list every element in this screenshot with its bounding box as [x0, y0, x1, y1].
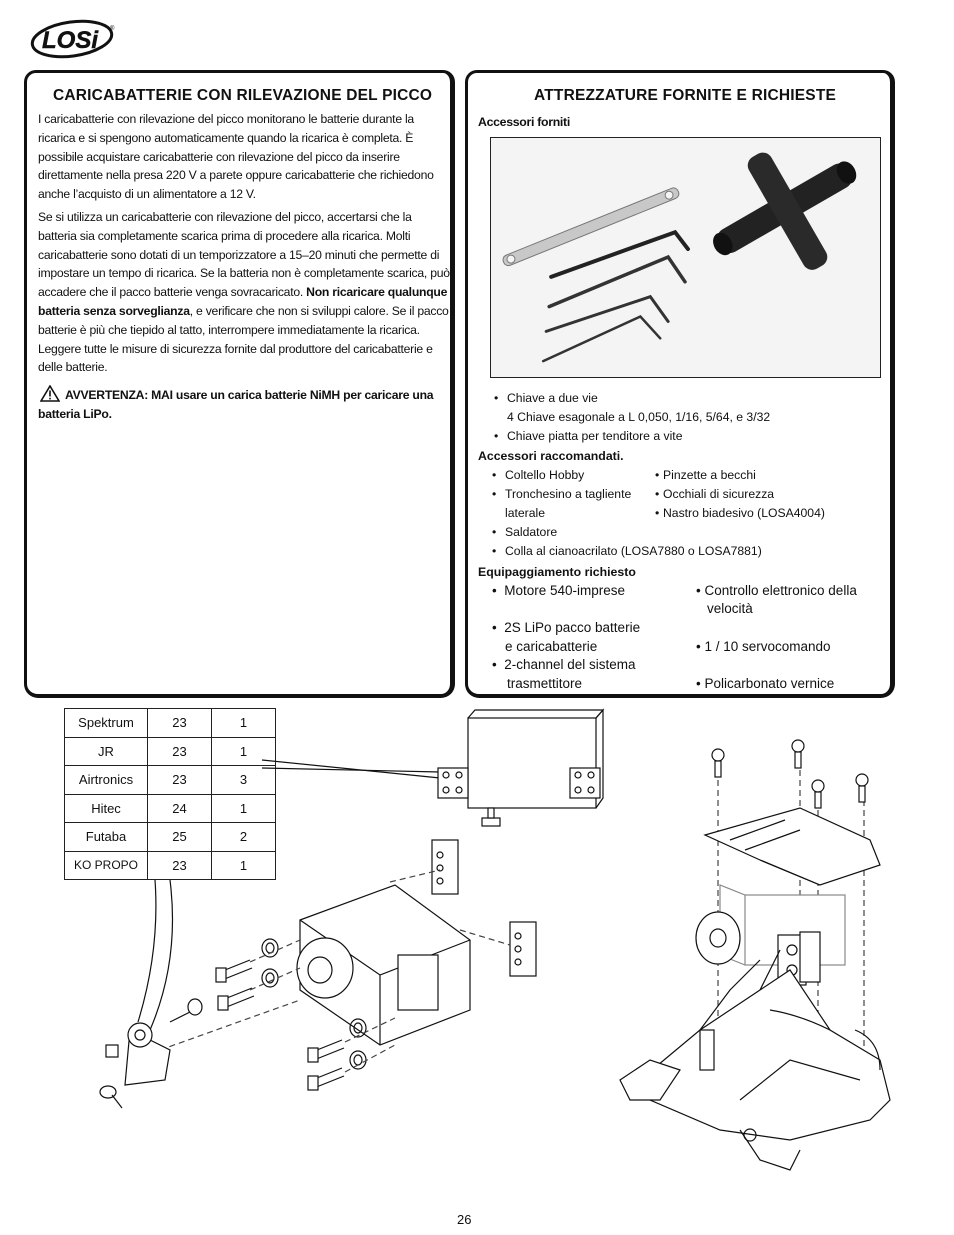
peak-charger-title: CARICABATTERIE CON RILEVAZIONE DEL PICCO [53, 87, 433, 104]
servo-assembly-diagram [0, 700, 954, 1200]
list-item: • Tronchesino a tagliente laterale [492, 487, 632, 520]
list-item: • 1 / 10 servocomando [696, 639, 831, 655]
table-row: JR 23 1 [65, 737, 276, 766]
list-item: • Occhiali di sicurezza [655, 487, 775, 502]
warning-triangle-icon [40, 385, 60, 402]
table-row: Futaba 25 2 [65, 823, 276, 852]
required-heading: Equipaggiamento richiesto [478, 565, 636, 580]
list-item: 4 Chiave esagonale a L 0,050, 1/16, 5/64, e 3/32 [507, 409, 771, 424]
svg-text:LOSi: LOSi [42, 27, 99, 54]
tools-panel [465, 70, 895, 698]
losi-logo [30, 18, 120, 60]
warning-text: AVVERTENZA: MAI usare un carica batterie NiMH per caricare una batteria LiPo. [38, 385, 451, 424]
list-item: • 2S LiPo pacco batterie [492, 620, 641, 636]
table-row: KO PROPO 23 1 [65, 851, 276, 880]
paragraph-2: Se si utilizza un caricabatterie con rilevazione del picco, accertarsi che la batteria sia completamente scarica prima di procedere alla ricarica. Molti caricabatterie sono dotati di un temporizzatore a 15–20 minuti che permette di impostare un tempo di ricarica. Se la batteria non è completamente scarica, può accadere che il pacco batterie venga sovracaricato. Non ricaricare qualunque batteria senza sorveglianza, e verificare che non si sviluppi calore. Se il pacco batterie è più che tiepido al tatto, interrompere immediatamente la ricarica. Leggere tutte le misure di sicurezza fornite dal produttore del caricabatterie e delle batterie. [38, 209, 450, 375]
peak-charger-body [38, 110, 451, 428]
no-unattended-charging: Non ricaricare qualunque batteria senza sorveglianza [38, 285, 448, 318]
tools-title: ATTREZZATURE FORNITE E RICHIESTE [534, 87, 837, 104]
list-item: • Coltello Hobby [492, 468, 585, 483]
table-row: Hitec 24 1 [65, 794, 276, 823]
recommended-list [478, 466, 888, 541]
required-list: • Motore 540-imprese • Controllo elettronico della velocità • 2S LiPo pacco batterie e caricabatterie • 1 / 10 servocomando • 2-channel del sistema trasmettitore • Policarbonato vernice [478, 582, 888, 700]
list-item: • Colla al cianoacrilato (LOSA7880 o LOSA7881) [492, 543, 762, 558]
list-item: • Policarbonato vernice [696, 676, 835, 692]
list-item: • Chiave piatta per tenditore a vite [494, 428, 683, 443]
list-item: • Controllo elettronico della [696, 583, 857, 599]
provided-heading: Accessori forniti [478, 115, 570, 129]
peak-charger-panel [24, 70, 455, 698]
list-item: • Pinzette a becchi [655, 468, 756, 483]
paragraph-1: I caricabatterie con rilevazione del picco monitorano le batterie durante la ricarica e si spengono automaticamente quando la ricarica è completa. È possibile acquistare caricabatterie con rilevazione del picco da inserire direttamente nella presa 220 V a parete oppure caricabatterie che richiedono anche l’acquisto di un alimentatore a 12 V. [38, 112, 434, 202]
list-item: • Nastro biadesivo (LOSA4004) [655, 505, 825, 520]
page-number: 26 [457, 1212, 472, 1227]
list-item: • Saldatore [492, 524, 558, 539]
table-row: Spektrum 23 1 [65, 709, 276, 738]
provided-list [480, 389, 888, 445]
table-row: Airtronics 23 3 [65, 766, 276, 795]
list-item: • Chiave a due vie [494, 391, 598, 405]
svg-text:®: ® [110, 26, 115, 32]
list-item: • 2-channel del sistema [492, 657, 636, 673]
tools-photo [490, 137, 881, 378]
recommended-heading: Accessori raccomandati. [478, 449, 624, 464]
list-item: • Motore 540-imprese [492, 583, 626, 599]
